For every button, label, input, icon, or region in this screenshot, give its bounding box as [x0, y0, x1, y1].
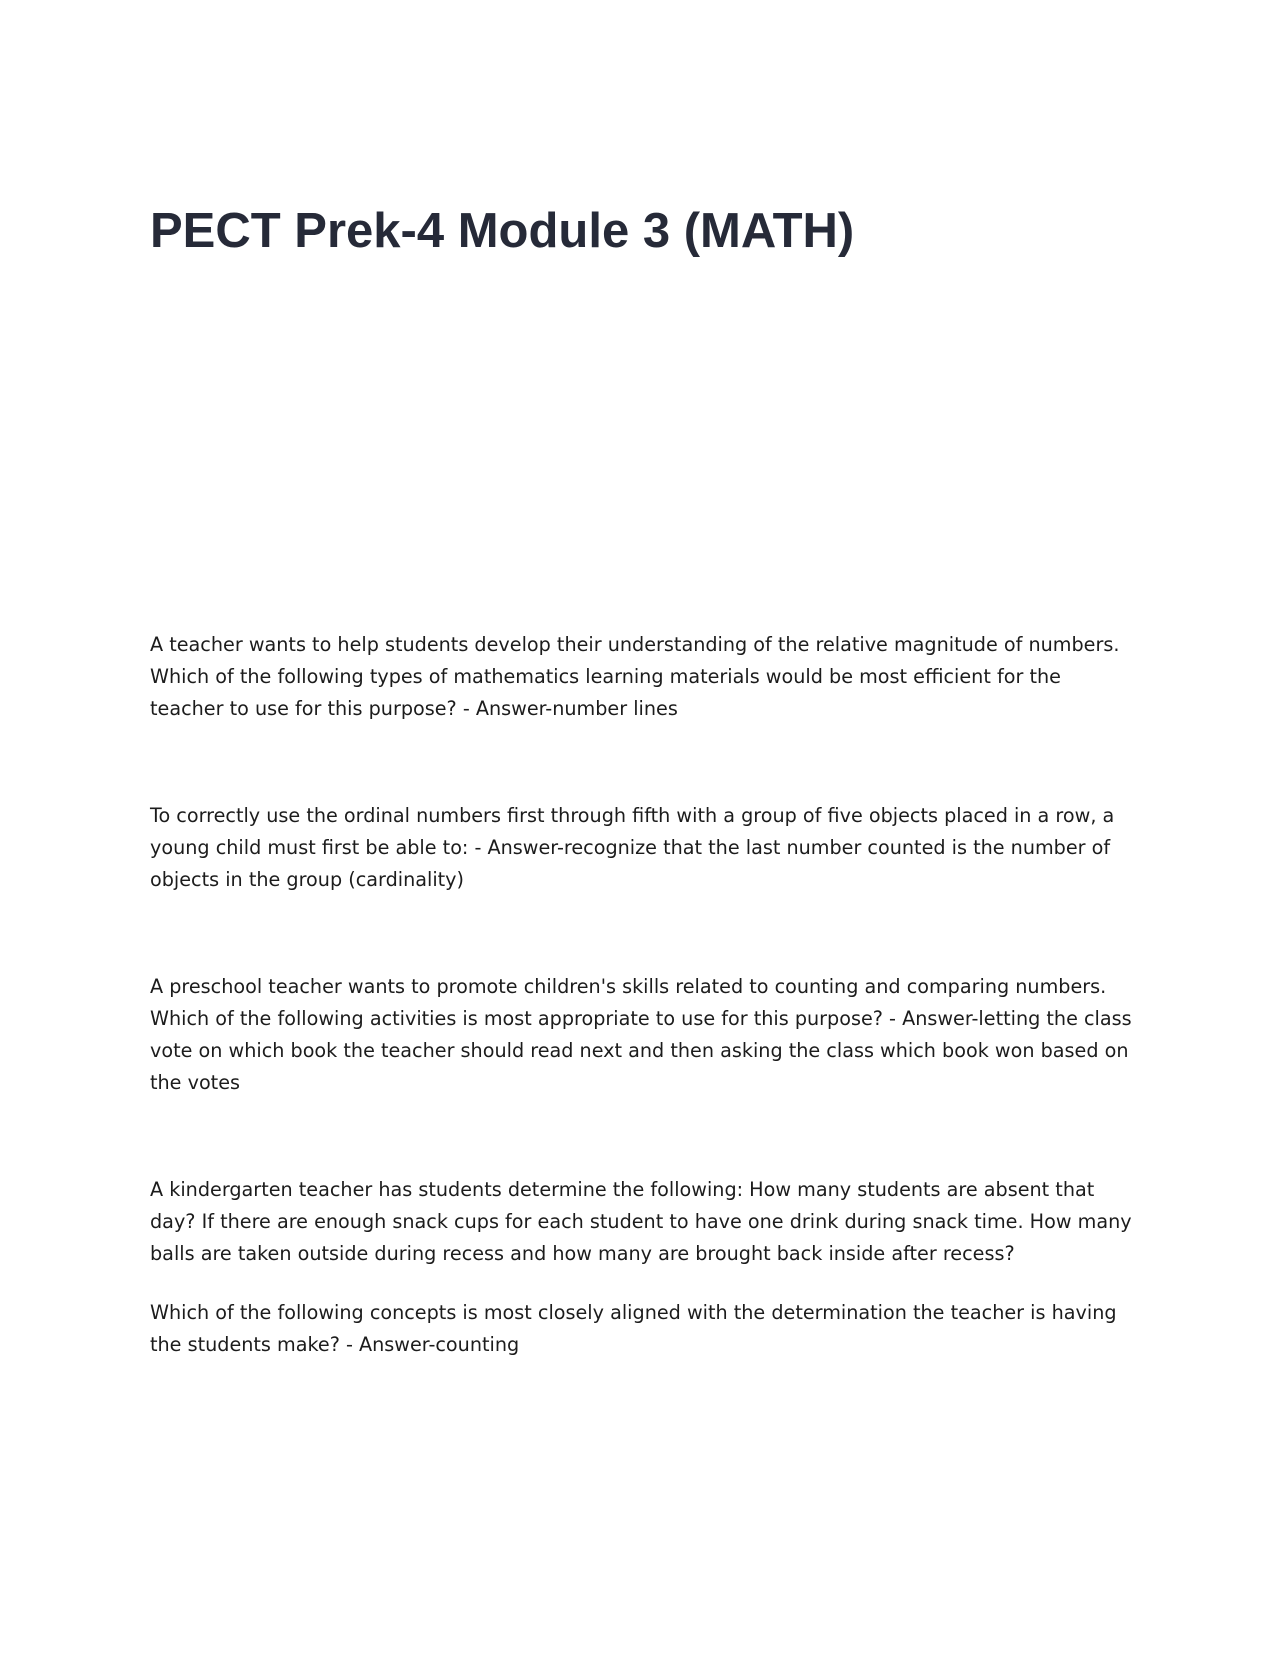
- question-stem-paragraph: A kindergarten teacher has students determine the following: How many students are absent that day? If there are enough snack cups for each student to have one drink during snack time. How many balls are taken outside during recess and how many are brought back inside after recess?: [150, 1178, 1132, 1265]
- question-answer-paragraph: To correctly use the ordinal numbers first through fifth with a group of five objects placed in a row, a young child must first be able to: - Answer-recognize that the last number counted is the number of objects in the group (cardinality): [150, 804, 1115, 891]
- question-answer-paragraph: A preschool teacher wants to promote children's skills related to counting and comparing numbers. Which of the following activities is most appropriate to use for this purpose? - Answer-letting the class vote on which book the teacher should read next and then asking the class which book won based on the votes: [150, 975, 1132, 1094]
- question-answer-paragraph: Which of the following concepts is most closely aligned with the determination the teacher is having the students make? - Answer-counting: [150, 1301, 1117, 1356]
- question-answer-paragraph: A teacher wants to help students develop their understanding of the relative magnitude of numbers. Which of the following types of mathematics learning materials would be most efficient for the teacher to use for this purpose? - Answer-number lines: [150, 633, 1120, 720]
- document-title: PECT Prek-4 Module 3 (MATH): [150, 204, 855, 258]
